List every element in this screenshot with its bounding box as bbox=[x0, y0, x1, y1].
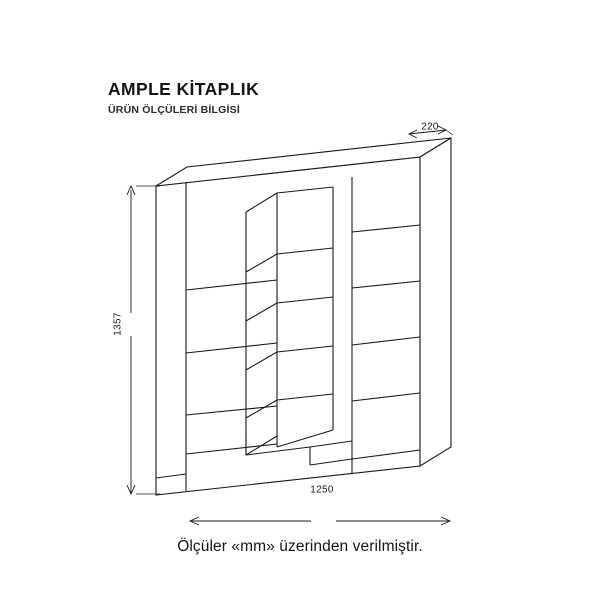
unit-note: Ölçüler «mm» üzerinden verilmiştir. bbox=[177, 538, 423, 555]
carcass-front-face bbox=[156, 157, 420, 495]
height-dimension-label: 1357 bbox=[112, 312, 124, 336]
page-title: AMPLE KİTAPLIK bbox=[108, 79, 260, 99]
carcass-right-side-panel bbox=[420, 138, 451, 466]
page-subtitle: ÜRÜN ÖLÇÜLERİ BİLGİSİ bbox=[108, 104, 240, 116]
width-dimension-label: 1250 bbox=[310, 484, 334, 496]
height-dimension-line bbox=[127, 186, 160, 494]
width-dimension-line bbox=[190, 517, 450, 525]
depth-dimension-label: 220 bbox=[421, 121, 439, 133]
